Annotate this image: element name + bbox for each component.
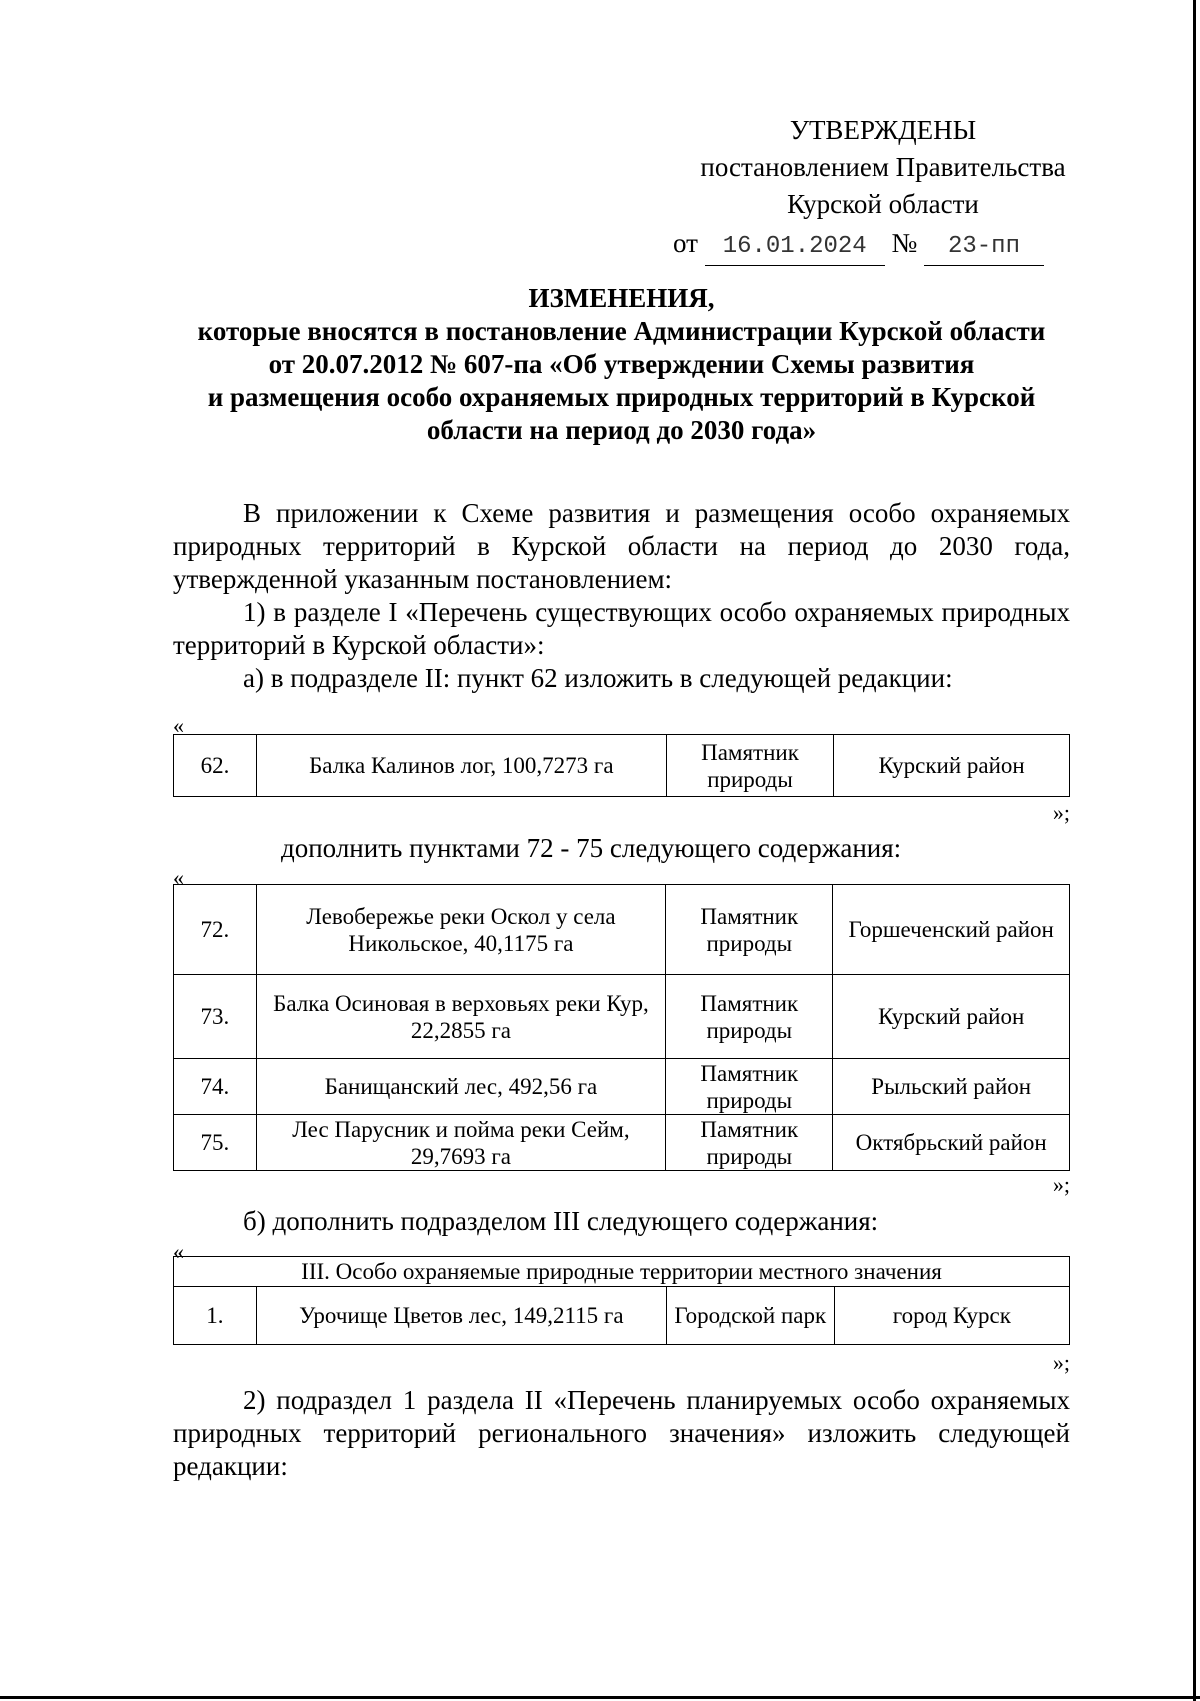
title-main: ИЗМЕНЕНИЯ, [528,283,715,313]
territory-type: Памятник природы [666,975,833,1059]
row-number: 62. [174,735,257,797]
title-line-3: и размещения особо охраняемых природных территорий в Курской [207,382,1036,412]
title-line-4: области на период до 2030 года» [426,415,817,445]
from-label: от [673,228,698,258]
row-number: 1. [174,1287,257,1345]
territory-type: Памятник природы [666,735,834,797]
item-1-paragraph: 1) в разделе I «Перечень существующих особо охраняемых природных территорий в Курской области»: [173,597,1070,660]
open-quote-1: « [173,713,184,738]
scan-border-bottom [0,1696,1200,1699]
territory-district: Горшеченский район [833,885,1070,975]
territory-district: Курский район [834,735,1070,797]
approval-title: УТВЕРЖДЕНЫ [789,115,977,145]
row-number: 72. [174,885,257,975]
row-number: 75. [174,1115,257,1171]
table-row [174,975,1070,1059]
table-row [174,1287,1070,1345]
approval-line-2: Курской области [787,189,979,219]
territory-district: город Курск [834,1287,1069,1345]
table-row [174,735,1070,797]
table-row [174,1059,1070,1115]
approval-date-line [673,225,1093,266]
territory-name: Лес Парусник и пойма реки Сейм, 29,7693 га [256,1115,665,1171]
approval-stamp [673,112,1093,266]
title-line-2: от 20.07.2012 № 607-па «Об утверждении Схемы развития [268,349,975,379]
territory-name: Балка Калинов лог, 100,7273 га [256,735,666,797]
row-number: 73. [174,975,257,1059]
table-section-row [174,1257,1070,1287]
table-subsection-3 [173,1256,1070,1345]
approval-date: 16.01.2024 [705,228,885,266]
item-1b-paragraph: б) дополнить подразделом III следующего содержания: [243,1206,879,1236]
number-label: № [891,228,918,258]
territory-name: Левобережье реки Оскол у села Никольское, 40,1175 га [256,885,665,975]
territory-name: Банищанский лес, 492,56 га [256,1059,665,1115]
supplement-paragraph: дополнить пунктами 72 - 75 следующего содержания: [281,833,902,863]
section-title: III. Особо охраняемые природные территории местного значения [174,1257,1070,1287]
territory-type: Памятник природы [666,1059,833,1115]
territory-type: Памятник природы [666,1115,833,1171]
row-number: 74. [174,1059,257,1115]
open-quote-2: « [173,865,184,890]
table-row [174,1115,1070,1171]
territory-district: Рыльский район [833,1059,1070,1115]
close-quote-1: »; [1052,800,1070,825]
table-item-62 [173,734,1070,797]
territory-district: Курский район [833,975,1070,1059]
close-quote-2: »; [1052,1172,1070,1197]
approval-line-1: постановлением Правительства [700,152,1066,182]
territory-district: Октябрьский район [833,1115,1070,1171]
table-items-72-75 [173,884,1070,1171]
item-2-paragraph: 2) подраздел 1 раздела II «Перечень планируемых особо охраняемых природных территорий регионального значения» изложить следующей редакции: [173,1385,1070,1481]
intro-paragraph: В приложении к Схеме развития и размещения особо охраняемых природных территорий в Курской области на период до 2030 года, утвержденной указанным постановлением: [173,498,1070,594]
territory-type: Памятник природы [666,885,833,975]
table-row [174,885,1070,975]
title-line-1: которые вносятся в постановление Администрации Курской области [197,316,1046,346]
territory-name: Балка Осиновая в верховьях реки Кур, 22,2855 га [256,975,665,1059]
scan-border-right [1193,0,1196,1701]
territory-type: Городской парк [666,1287,834,1345]
territory-name: Урочище Цветов лес, 149,2115 га [256,1287,666,1345]
document-title [173,282,1070,447]
open-quote-3: « [173,1239,184,1264]
close-quote-3: »; [1052,1350,1070,1375]
item-1a-paragraph: а) в подразделе II: пункт 62 изложить в следующей редакции: [243,663,953,693]
approval-number: 23-пп [924,228,1044,266]
